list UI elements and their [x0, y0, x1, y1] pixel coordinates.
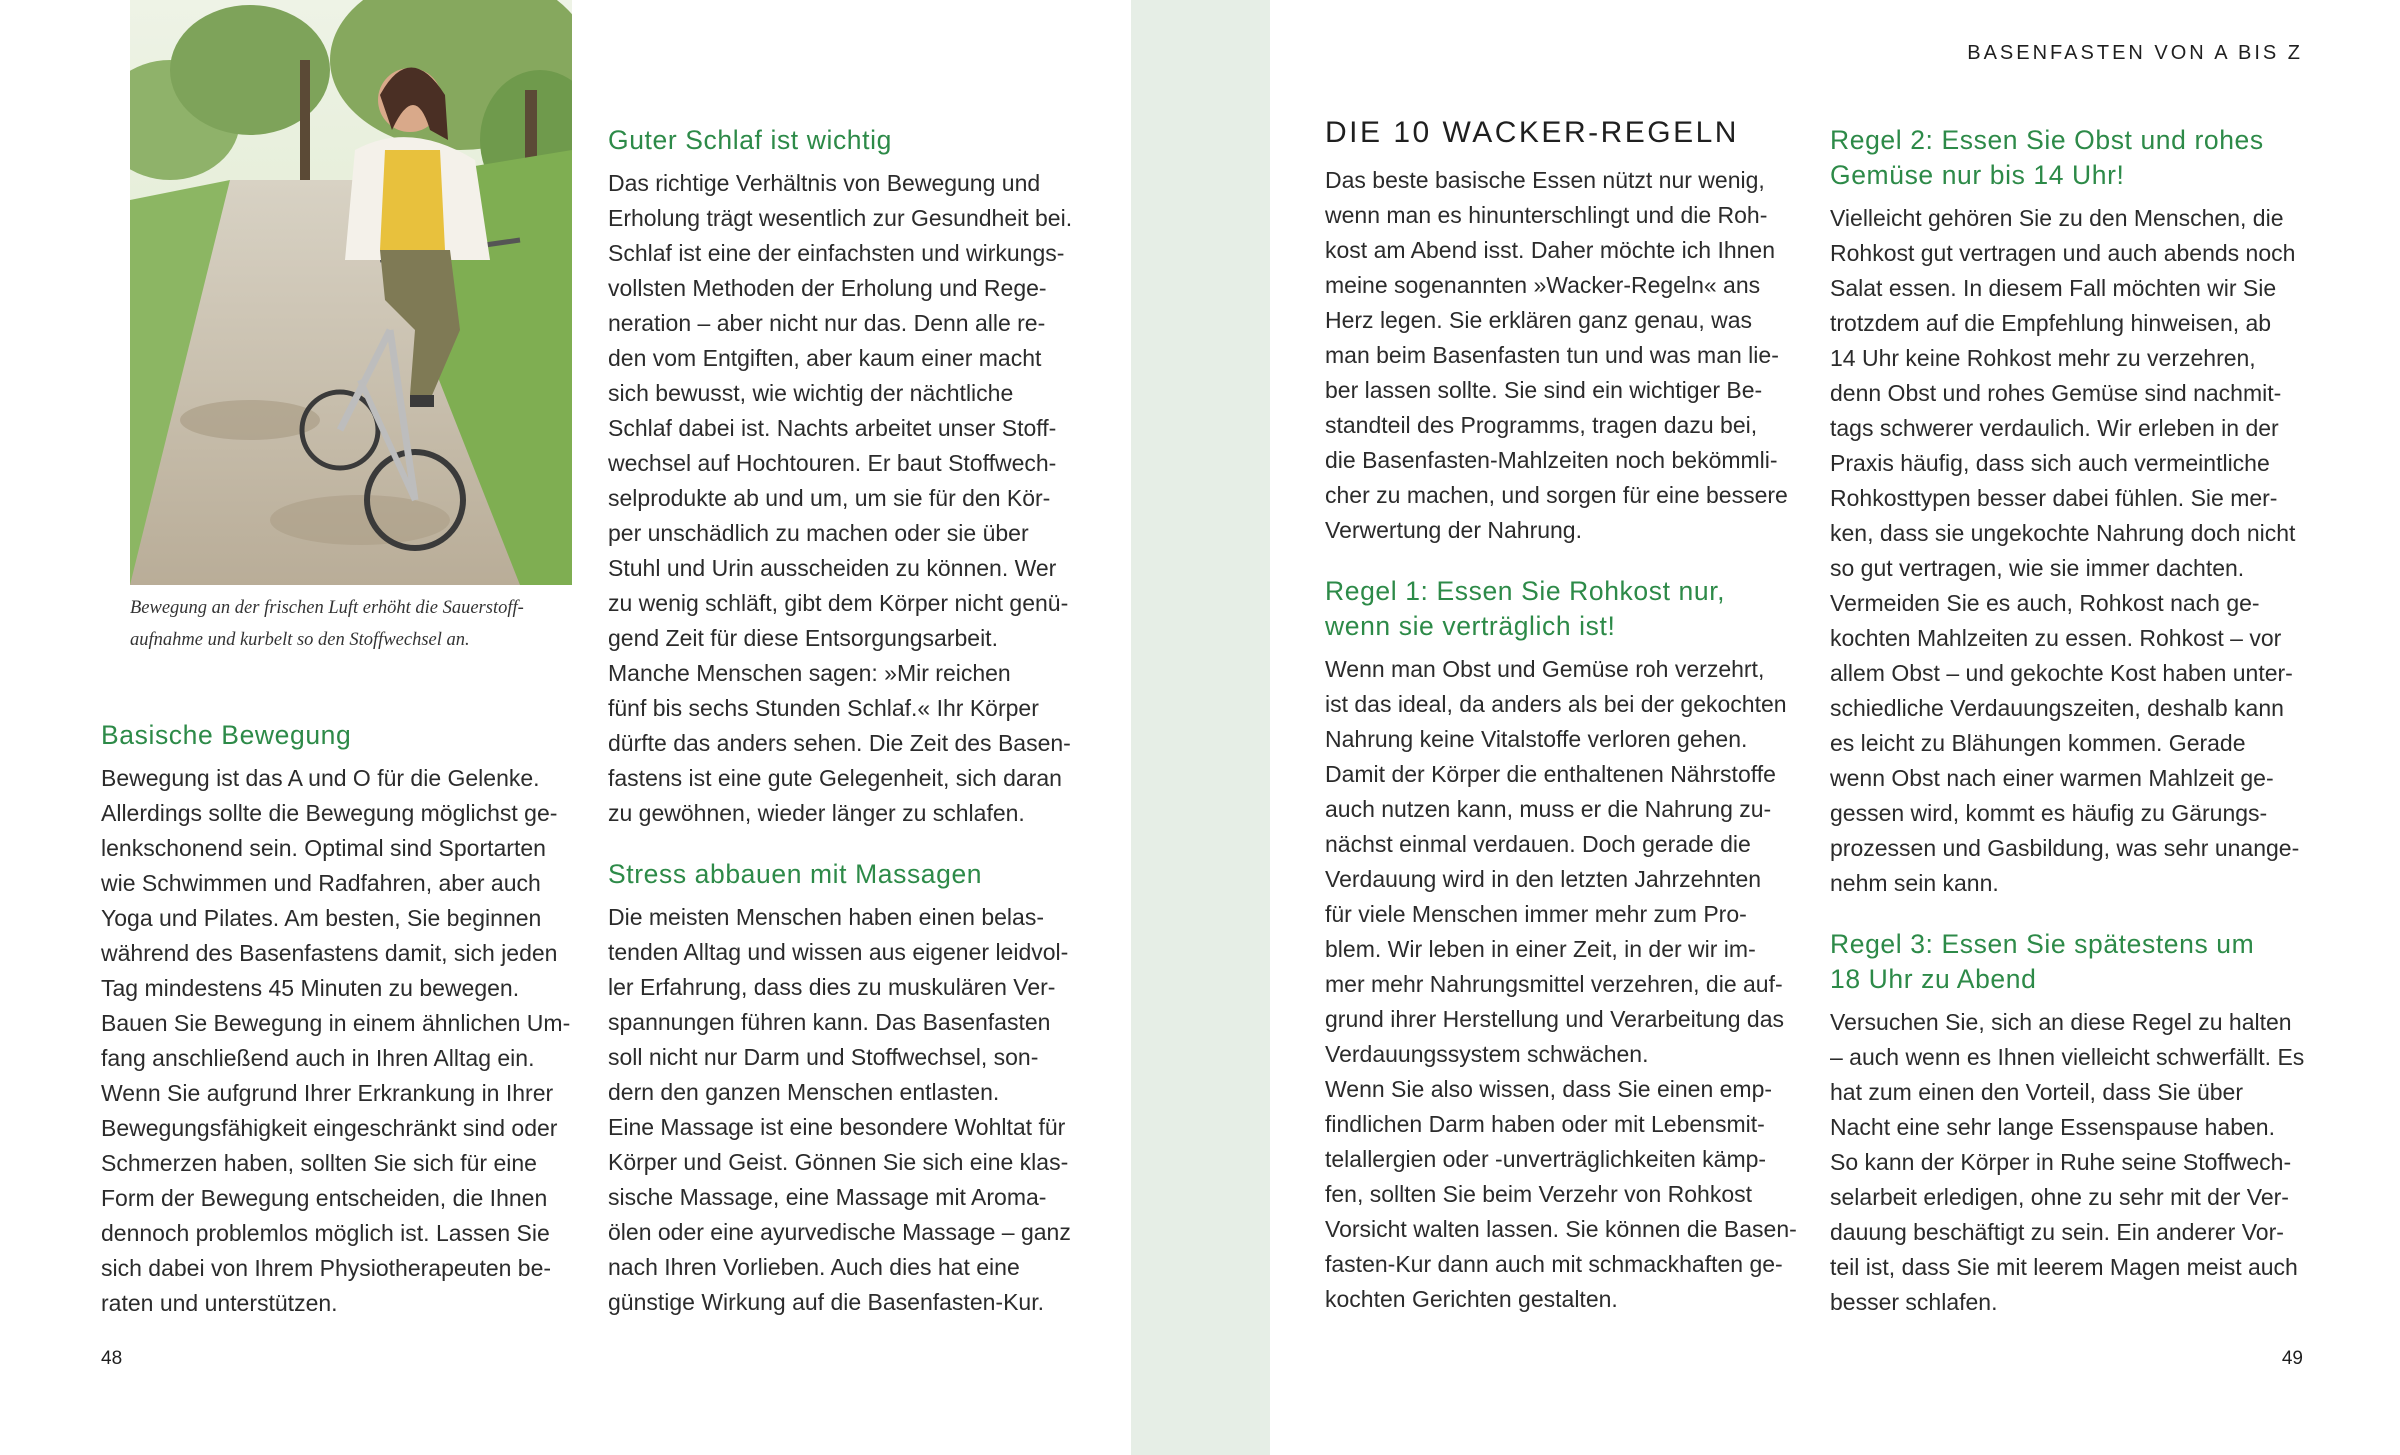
text-line: die Basenfasten-Mahlzeiten noch bekömmli-	[1325, 447, 1778, 473]
cyclist-photo	[130, 0, 572, 585]
heading-line: Gemüse nur bis 14 Uhr!	[1830, 160, 2125, 190]
heading-stress-massagen: Stress abbauen mit Massagen	[608, 859, 983, 889]
text-line: spannungen führen kann. Das Basenfasten	[608, 1009, 1051, 1035]
paragraph-guter-schlaf	[608, 166, 1098, 831]
text-line: wechsel auf Hochtouren. Er baut Stoffwech-	[608, 450, 1057, 476]
text-line: nächst einmal verdauen. Doch gerade die	[1325, 831, 1751, 857]
text-line: Die meisten Menschen haben einen belas-	[608, 904, 1044, 930]
text-line: es leicht zu Blähungen kommen. Gerade	[1830, 730, 2246, 756]
text-line: Vermeiden Sie es auch, Rohkost nach ge-	[1830, 590, 2260, 616]
text-line: für viele Menschen immer mehr zum Pro-	[1325, 901, 1747, 927]
text-line: Herz legen. Sie erklären ganz genau, was	[1325, 307, 1753, 333]
text-line: Wenn man Obst und Gemüse roh verzehrt,	[1325, 656, 1765, 682]
text-line: Manche Menschen sagen: »Mir reichen	[608, 660, 1011, 686]
text-line: Das richtige Verhältnis von Bewegung und	[608, 170, 1041, 196]
text-line: Rohkost gut vertragen und auch abends noch	[1830, 240, 2296, 266]
text-line: selarbeit erledigen, ohne zu sehr mit der Ver-	[1830, 1184, 2289, 1210]
column-basische-bewegung	[101, 718, 581, 1321]
text-line: wie Schwimmen und Radfahren, aber auch	[101, 870, 541, 896]
text-line: sich dabei von Ihrem Physiotherapeuten be-	[101, 1255, 552, 1281]
text-line: Verdauungssystem schwächen.	[1325, 1041, 1649, 1067]
text-line: Das beste basische Essen nützt nur wenig,	[1325, 167, 1765, 193]
text-line: fasten-Kur dann auch mit schmackhaften ge-	[1325, 1251, 1783, 1277]
photo-caption	[130, 592, 580, 656]
text-line: Körper und Geist. Gönnen Sie sich eine klas-	[608, 1149, 1069, 1175]
caption-line: aufnahme und kurbelt so den Stoffwechsel an.	[130, 630, 470, 650]
text-line: Schmerzen haben, sollten Sie sich für eine	[101, 1150, 537, 1176]
text-line: cher zu machen, und sorgen für eine bessere	[1325, 482, 1788, 508]
text-line: kost am Abend isst. Daher möchte ich Ihnen	[1325, 237, 1776, 263]
column-wacker-regeln	[1325, 113, 1815, 1317]
text-line: telallergien oder -unverträglichkeiten kämp-	[1325, 1146, 1767, 1172]
text-line: Bewegung ist das A und O für die Gelenke.	[101, 765, 540, 791]
text-line: wenn Obst nach einer warmen Mahlzeit ge-	[1830, 765, 2274, 791]
text-line: Schlaf dabei ist. Nachts arbeitet unser Stoff-	[608, 415, 1057, 441]
text-line: allem Obst – und gekochte Kost haben unter-	[1830, 660, 2293, 686]
text-line: grund ihrer Herstellung und Verarbeitung das	[1325, 1006, 1785, 1032]
text-line: ler Erfahrung, dass dies zu muskulären Ver-	[608, 974, 1056, 1000]
text-line: Stuhl und Urin ausscheiden zu können. Wer	[608, 555, 1057, 581]
text-line: selprodukte ab und um, um sie für den Kör-	[608, 485, 1051, 511]
text-line: sische Massage, eine Massage mit Aroma-	[608, 1184, 1047, 1210]
text-line: dennoch problemlos möglich ist. Lassen Sie	[101, 1220, 550, 1246]
paragraph-intro	[1325, 163, 1815, 548]
text-line: kochten Mahlzeiten zu essen. Rohkost – vor	[1830, 625, 2282, 651]
text-line: Wenn Sie aufgrund Ihrer Erkrankung in Ihrer	[101, 1080, 554, 1106]
text-line: Bewegungsfähigkeit eingeschränkt sind oder	[101, 1115, 558, 1141]
running-head: BASENFASTEN VON A BIS Z	[1967, 42, 2303, 64]
text-line: – auch wenn es Ihnen vielleicht schwerfällt. Es	[1830, 1044, 2305, 1070]
paragraph-basische-bewegung	[101, 761, 581, 1321]
text-line: sich bewusst, wie wichtig der nächtliche	[608, 380, 1014, 406]
text-line: dürfte das anders sehen. Die Zeit des Basen-	[608, 730, 1071, 756]
text-line: ölen oder eine ayurvedische Massage – ganz	[608, 1219, 1071, 1245]
text-line: Damit der Körper die enthaltenen Nährstoffe	[1325, 761, 1776, 787]
text-line: vollsten Methoden der Erholung und Rege-	[608, 275, 1047, 301]
text-line: tags schwerer verdaulich. Wir erleben in der	[1830, 415, 2279, 441]
text-line: meine sogenannten »Wacker-Regeln« ans	[1325, 272, 1761, 298]
text-line: fen, sollten Sie beim Verzehr von Rohkost	[1325, 1181, 1753, 1207]
text-line: Nacht eine sehr lange Essenspause haben.	[1830, 1114, 2275, 1140]
text-line: fang anschließend auch in Ihren Alltag ein.	[101, 1045, 535, 1071]
text-line: den vom Entgiften, aber kaum einer macht	[608, 345, 1042, 371]
text-line: ken, dass sie ungekochte Nahrung doch nicht	[1830, 520, 2296, 546]
paragraph-regel-1	[1325, 652, 1815, 1317]
text-line: ber lassen sollte. Sie sind ein wichtiger Be-	[1325, 377, 1763, 403]
text-line: auch nutzen kann, muss er die Nahrung zu-	[1325, 796, 1772, 822]
text-line: Vielleicht gehören Sie zu den Menschen, die	[1830, 205, 2284, 231]
text-line: So kann der Körper in Ruhe seine Stoffwech-	[1830, 1149, 2292, 1175]
text-line: prozessen und Gasbildung, was sehr unange-	[1830, 835, 2300, 861]
text-line: Bauen Sie Bewegung in einem ähnlichen Um-	[101, 1010, 571, 1036]
paragraph-stress-massagen	[608, 900, 1098, 1320]
book-gutter	[1131, 0, 1270, 1455]
text-line: während des Basenfastens damit, sich jeden	[101, 940, 558, 966]
text-line: Verdauung wird in den letzten Jahrzehnten	[1325, 866, 1762, 892]
text-line: 14 Uhr keine Rohkost mehr zu verzehren,	[1830, 345, 2256, 371]
left-page	[0, 0, 1131, 1455]
text-line: Erholung trägt wesentlich zur Gesundheit bei.	[608, 205, 1073, 231]
text-line: günstige Wirkung auf die Basenfasten-Kur.	[608, 1289, 1044, 1315]
heading-line: Regel 2: Essen Sie Obst und rohes	[1830, 125, 2264, 155]
text-line: blem. Wir leben in einer Zeit, in der wir im-	[1325, 936, 1756, 962]
text-line: fünf bis sechs Stunden Schlaf.« Ihr Körper	[608, 695, 1039, 721]
text-line: Versuchen Sie, sich an diese Regel zu halten	[1830, 1009, 2292, 1035]
text-line: gessen wird, kommt es häufig zu Gärungs-	[1830, 800, 2268, 826]
text-line: Rohkosttypen besser dabei fühlen. Sie mer-	[1830, 485, 2278, 511]
text-line: schiedliche Verdauungszeiten, deshalb kann	[1830, 695, 2284, 721]
paragraph-regel-3	[1830, 1005, 2320, 1320]
column-regeln-2-3	[1830, 123, 2320, 1320]
text-line: nach Ihren Vorlieben. Auch dies hat eine	[608, 1254, 1020, 1280]
page-number-right: 49	[2281, 1348, 2303, 1369]
text-line: gend Zeit für diese Entsorgungsarbeit.	[608, 625, 998, 651]
heading-line: Regel 3: Essen Sie spätestens um	[1830, 929, 2255, 959]
text-line: Verwertung der Nahrung.	[1325, 517, 1582, 543]
text-line: trotzdem auf die Empfehlung hinweisen, ab	[1830, 310, 2272, 336]
paragraph-regel-2	[1830, 201, 2320, 901]
text-line: besser schlafen.	[1830, 1289, 1998, 1315]
text-line: zu wenig schläft, gibt dem Körper nicht genü-	[608, 590, 1069, 616]
text-line: nehm sein kann.	[1830, 870, 1999, 896]
text-line: Allerdings sollte die Bewegung möglichst ge-	[101, 800, 558, 826]
text-line: Salat essen. In diesem Fall möchten wir Sie	[1830, 275, 2277, 301]
heading-line: 18 Uhr zu Abend	[1830, 964, 2037, 994]
text-line: teil ist, dass Sie mit leerem Magen meist auch	[1830, 1254, 2298, 1280]
text-line: ist das ideal, da anders als bei der gekochten	[1325, 691, 1787, 717]
column-schlaf-massagen	[608, 123, 1098, 1320]
text-line: neration – aber nicht nur das. Denn alle re-	[608, 310, 1046, 336]
text-line: dauung beschäftigt zu sein. Ein anderer Vor-	[1830, 1219, 2284, 1245]
text-line: Form der Bewegung entscheiden, die Ihnen	[101, 1185, 548, 1211]
text-line: Vorsicht walten lassen. Sie können die Basen-	[1325, 1216, 1797, 1242]
text-line: so gut vertragen, wie sie immer dachten.	[1830, 555, 2245, 581]
text-line: man beim Basenfasten tun und was man lie-	[1325, 342, 1779, 368]
heading-regel-1	[1325, 574, 1815, 644]
text-line: Yoga und Pilates. Am besten, Sie beginnen	[101, 905, 542, 931]
heading-line: wenn sie verträglich ist!	[1325, 611, 1616, 641]
text-line: Praxis häufig, dass sich auch vermeintliche	[1830, 450, 2270, 476]
text-line: wenn man es hinunterschlingt und die Roh-	[1325, 202, 1768, 228]
text-line: standteil des Programms, tragen dazu bei,	[1325, 412, 1758, 438]
heading-regel-2	[1830, 123, 2320, 193]
text-line: raten und unterstützen.	[101, 1290, 338, 1316]
heading-line: Regel 1: Essen Sie Rohkost nur,	[1325, 576, 1726, 606]
page-number-left: 48	[101, 1348, 123, 1369]
right-page	[1270, 0, 2400, 1455]
text-line: Eine Massage ist eine besondere Wohltat für	[608, 1114, 1066, 1140]
text-line: tenden Alltag und wissen aus eigener leidvol-	[608, 939, 1069, 965]
text-line: fastens ist eine gute Gelegenheit, sich daran	[608, 765, 1062, 791]
text-line: denn Obst und rohes Gemüse sind nachmit-	[1830, 380, 2282, 406]
text-line: hat zum einen den Vorteil, dass Sie über	[1830, 1079, 2243, 1105]
heading-basische-bewegung: Basische Bewegung	[101, 720, 352, 750]
text-line: Nahrung keine Vitalstoffe verloren gehen.	[1325, 726, 1748, 752]
title-wacker-regeln: DIE 10 WACKER-REGELN	[1325, 116, 1739, 149]
heading-guter-schlaf: Guter Schlaf ist wichtig	[608, 125, 892, 155]
text-line: kochten Gerichten gestalten.	[1325, 1286, 1618, 1312]
text-line: Schlaf ist eine der einfachsten und wirkungs-	[608, 240, 1065, 266]
text-line: dern den ganzen Menschen entlasten.	[608, 1079, 1000, 1105]
caption-line: Bewegung an der frischen Luft erhöht die Sauerstoff-	[130, 598, 524, 618]
text-line: per unschädlich zu machen oder sie über	[608, 520, 1029, 546]
heading-regel-3	[1830, 927, 2320, 997]
text-line: findlichen Darm haben oder mit Lebensmit-	[1325, 1111, 1765, 1137]
text-line: soll nicht nur Darm und Stoffwechsel, son-	[608, 1044, 1039, 1070]
text-line: Wenn Sie also wissen, dass Sie einen emp-	[1325, 1076, 1773, 1102]
text-line: zu gewöhnen, wieder länger zu schlafen.	[608, 800, 1025, 826]
text-line: mer mehr Nahrungsmittel verzehren, die auf-	[1325, 971, 1783, 997]
text-line: lenkschonend sein. Optimal sind Sportarten	[101, 835, 546, 861]
text-line: Tag mindestens 45 Minuten zu bewegen.	[101, 975, 520, 1001]
